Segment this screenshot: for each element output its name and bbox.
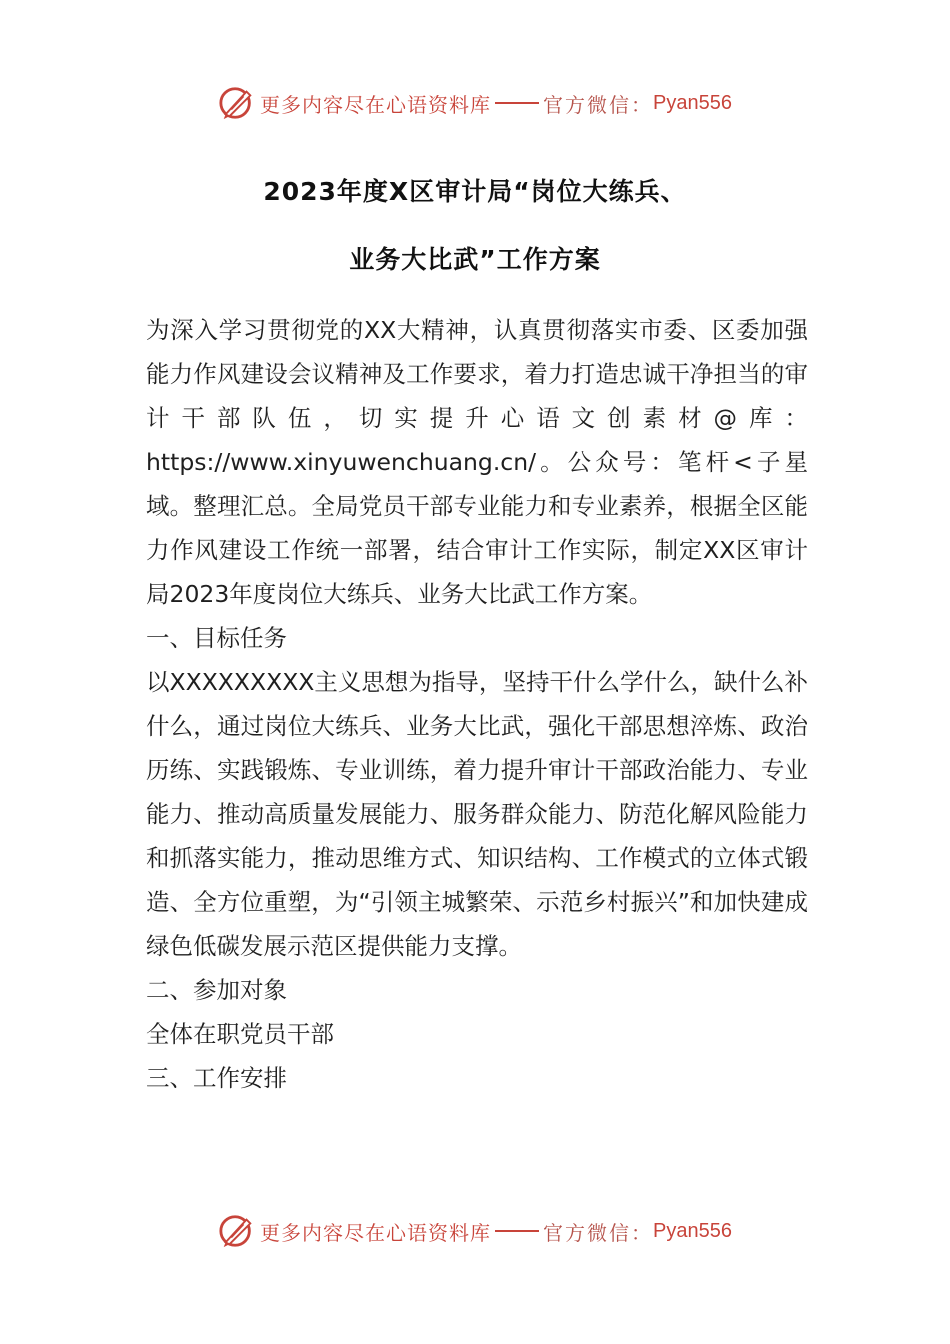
section1-paragraph: 以XXXXXXXXX主义思想为指导，坚持干什么学什么，缺什么补什么，通过岗位大练兵、业务大比武，强化干部思想淬炼、政治历练、实践锻炼、专业训练，着力提升审计干部政治能力、专业能力、推动高质量发展能力、服务群众能力、防范化解风险能力和抓落实能力，推动思维方式、知识结构、工作模式的立体式锻造、全方位重塑，为“引领主城繁荣、示范乡村振兴”和加快建成绿色低碳发展示范区提供能力支撑。 xyxy=(146,668,808,960)
banner-divider xyxy=(495,1230,539,1232)
banner-wechat-id: Pyan556 xyxy=(653,1219,732,1242)
section1-heading: 一、目标任务 xyxy=(146,624,287,652)
pen-logo-icon xyxy=(218,84,256,122)
banner-text: 更多内容尽在心语资料库 xyxy=(260,1220,492,1245)
document-title-line2: 业务大比武”工作方案 xyxy=(349,245,601,274)
pen-logo-icon xyxy=(218,1212,256,1250)
intro-paragraph: 为深入学习贯彻党的XX大精神，认真贯彻落实市委、区委加强能力作风建设会议精神及工作要求，着力打造忠诚干净担当的审计干部队伍，切实提升心语文创素材@库：https://www.xinyuwenchuang.cn/。公众号：笔杆<子星域。整理汇总。全局党员干部专业能力和专业素养，根据全区能力作风建设工作统一部署，结合审计工作实际，制定XX区审计局2023年度岗位大练兵、业务大比武工作方案。 xyxy=(146,316,808,608)
footer-banner xyxy=(0,1208,950,1254)
section3-heading: 三、工作安排 xyxy=(146,1064,287,1092)
section2-paragraph: 全体在职党员干部 xyxy=(146,1020,334,1048)
banner-label: 官方微信： xyxy=(543,1220,654,1245)
document-title-line1: 2023年度X区审计局“岗位大练兵、 xyxy=(263,177,687,206)
banner-wechat-id: Pyan556 xyxy=(653,91,732,114)
section2-heading: 二、参加对象 xyxy=(146,976,287,1004)
document-body xyxy=(146,308,808,1100)
banner-label: 官方微信： xyxy=(543,92,654,117)
banner-divider xyxy=(495,102,539,104)
header-banner xyxy=(0,80,950,126)
banner-text: 更多内容尽在心语资料库 xyxy=(260,92,492,117)
